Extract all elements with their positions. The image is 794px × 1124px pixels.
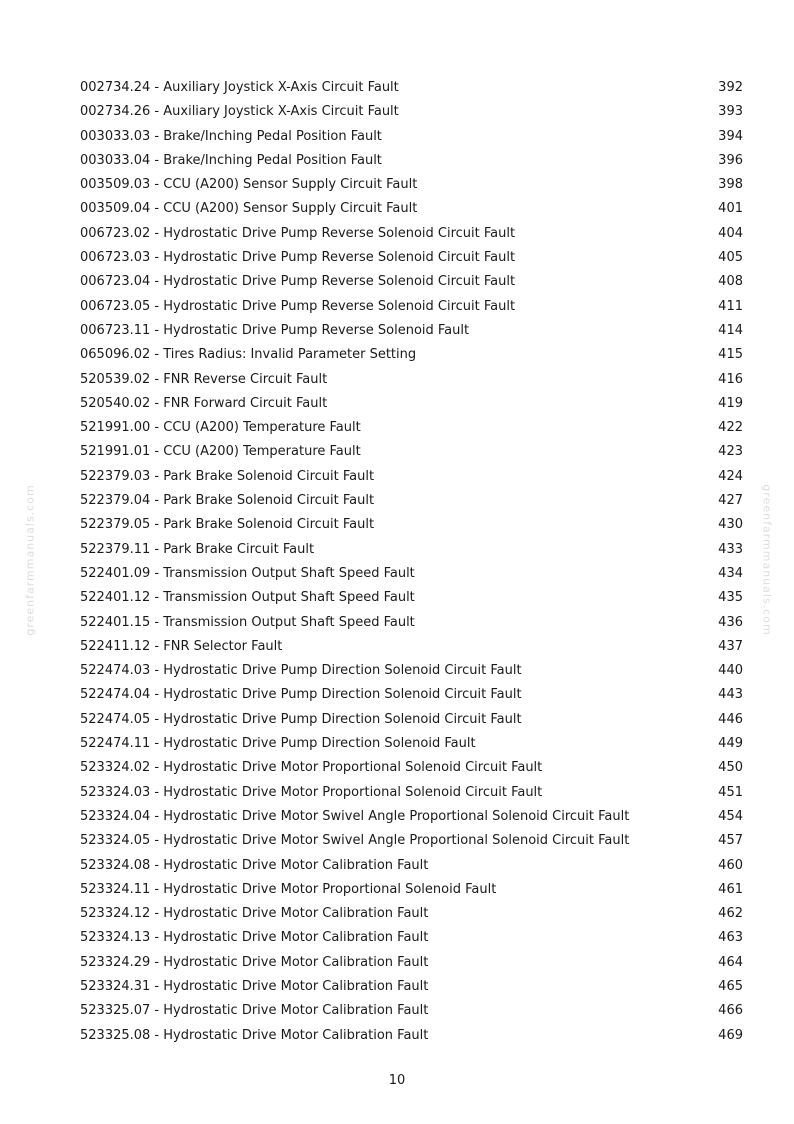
toc-entry-title: 523324.12 - Hydrostatic Drive Motor Calibration Fault bbox=[80, 906, 429, 922]
toc-entry-page: 405 bbox=[718, 250, 743, 266]
toc-entry-page: 462 bbox=[718, 906, 743, 922]
toc-entry[interactable] bbox=[80, 392, 743, 416]
toc-entry[interactable] bbox=[80, 951, 743, 975]
toc-entry-page: 436 bbox=[718, 614, 743, 630]
toc-entry-page: 424 bbox=[718, 468, 743, 484]
toc-entry-page: 461 bbox=[718, 881, 743, 897]
toc-entry-page: 392 bbox=[718, 80, 743, 95]
toc-entry-title: 006723.05 - Hydrostatic Drive Pump Reverse Solenoid Circuit Fault bbox=[80, 298, 516, 314]
toc-entry-page: 427 bbox=[718, 493, 743, 509]
toc-entry-title: 522401.09 - Transmission Output Shaft Speed Fault bbox=[80, 565, 415, 581]
toc-entry-title: 006723.03 - Hydrostatic Drive Pump Reverse Solenoid Circuit Fault bbox=[80, 250, 516, 266]
toc-entry-title: 521991.00 - CCU (A200) Temperature Fault bbox=[80, 420, 361, 436]
toc-entry-title: 523325.08 - Hydrostatic Drive Motor Calibration Fault bbox=[80, 1027, 429, 1043]
toc-entry-title: 003033.04 - Brake/Inching Pedal Position Fault bbox=[80, 152, 382, 168]
toc-entry-page: 430 bbox=[718, 517, 743, 533]
toc-entry-page: 460 bbox=[718, 857, 743, 873]
toc-entry-page: 394 bbox=[718, 128, 743, 144]
toc-entry[interactable] bbox=[80, 465, 743, 489]
toc-entry[interactable] bbox=[80, 149, 743, 173]
toc-entry[interactable] bbox=[80, 368, 743, 392]
toc-entry-page: 464 bbox=[718, 954, 743, 970]
toc-entry-title: 523324.02 - Hydrostatic Drive Motor Proportional Solenoid Circuit Fault bbox=[80, 760, 543, 776]
toc-entry-page: 411 bbox=[718, 298, 743, 314]
toc-entry[interactable] bbox=[80, 416, 743, 440]
toc-entry-title: 522401.15 - Transmission Output Shaft Speed Fault bbox=[80, 614, 415, 630]
toc-entry-title: 006723.04 - Hydrostatic Drive Pump Reverse Solenoid Circuit Fault bbox=[80, 274, 516, 290]
toc-entry-title: 003033.03 - Brake/Inching Pedal Position Fault bbox=[80, 128, 382, 144]
toc-entry-title: 522474.11 - Hydrostatic Drive Pump Direction Solenoid Fault bbox=[80, 736, 476, 752]
watermark-right: greenfarmmanuals.com bbox=[760, 484, 774, 636]
toc-entry-page: 422 bbox=[718, 420, 743, 436]
toc-entry-title: 520540.02 - FNR Forward Circuit Fault bbox=[80, 395, 328, 411]
toc-entry-title: 522379.04 - Park Brake Solenoid Circuit Fault bbox=[80, 493, 375, 509]
toc-entry[interactable] bbox=[80, 926, 743, 950]
toc-entry[interactable] bbox=[80, 708, 743, 732]
toc-entry-page: 437 bbox=[718, 638, 743, 654]
toc-entry[interactable] bbox=[80, 611, 743, 635]
toc-entry[interactable] bbox=[80, 562, 743, 586]
toc-entry-title: 523324.04 - Hydrostatic Drive Motor Swivel Angle Proportional Solenoid Circuit Fault bbox=[80, 808, 630, 824]
toc-entry[interactable] bbox=[80, 319, 743, 343]
toc-entry-title: 065096.02 - Tires Radius: Invalid Parameter Setting bbox=[80, 347, 417, 363]
toc-entry[interactable] bbox=[80, 1024, 743, 1048]
toc-entry[interactable] bbox=[80, 197, 743, 221]
toc-entry-title: 521991.01 - CCU (A200) Temperature Fault bbox=[80, 444, 361, 460]
toc-entry[interactable] bbox=[80, 125, 743, 149]
toc-entry[interactable] bbox=[80, 489, 743, 513]
toc-entry-title: 523324.11 - Hydrostatic Drive Motor Proportional Solenoid Fault bbox=[80, 881, 497, 897]
toc-entry-title: 522379.11 - Park Brake Circuit Fault bbox=[80, 541, 315, 557]
toc-entry-page: 398 bbox=[718, 177, 743, 193]
toc-entry-page: 404 bbox=[718, 225, 743, 241]
toc-entry-page: 457 bbox=[718, 833, 743, 849]
toc-entry[interactable] bbox=[80, 538, 743, 562]
toc-entry[interactable] bbox=[80, 732, 743, 756]
toc-entry-title: 522379.03 - Park Brake Solenoid Circuit Fault bbox=[80, 468, 375, 484]
toc-entry-page: 454 bbox=[718, 808, 743, 824]
toc-entry-page: 415 bbox=[718, 347, 743, 363]
toc-entry-page: 414 bbox=[718, 322, 743, 338]
toc-entry-page: 423 bbox=[718, 444, 743, 460]
toc-entry[interactable] bbox=[80, 246, 743, 270]
toc-entry[interactable] bbox=[80, 659, 743, 683]
toc-entry[interactable] bbox=[80, 683, 743, 707]
toc-entry-page: 416 bbox=[718, 371, 743, 387]
toc-entry-title: 006723.02 - Hydrostatic Drive Pump Reverse Solenoid Circuit Fault bbox=[80, 225, 516, 241]
toc-entry-page: 396 bbox=[718, 152, 743, 168]
toc-entry-page: 469 bbox=[718, 1027, 743, 1043]
toc-entry[interactable] bbox=[80, 76, 743, 100]
table-of-contents bbox=[80, 76, 743, 1048]
toc-entry-page: 419 bbox=[718, 395, 743, 411]
toc-entry-title: 003509.04 - CCU (A200) Sensor Supply Circuit Fault bbox=[80, 201, 418, 217]
toc-entry[interactable] bbox=[80, 878, 743, 902]
toc-entry-page: 451 bbox=[718, 784, 743, 800]
toc-entry-title: 523324.31 - Hydrostatic Drive Motor Calibration Fault bbox=[80, 978, 429, 994]
toc-entry-page: 443 bbox=[718, 687, 743, 703]
toc-entry-page: 401 bbox=[718, 201, 743, 217]
toc-entry[interactable] bbox=[80, 975, 743, 999]
toc-entry-title: 523324.08 - Hydrostatic Drive Motor Calibration Fault bbox=[80, 857, 429, 873]
toc-entry[interactable] bbox=[80, 999, 743, 1023]
toc-entry-page: 408 bbox=[718, 274, 743, 290]
toc-entry-page: 440 bbox=[718, 663, 743, 679]
toc-entry[interactable] bbox=[80, 586, 743, 610]
toc-entry-page: 450 bbox=[718, 760, 743, 776]
toc-entry[interactable] bbox=[80, 343, 743, 367]
toc-entry-page: 465 bbox=[718, 978, 743, 994]
toc-entry-page: 434 bbox=[718, 565, 743, 581]
toc-entry[interactable] bbox=[80, 829, 743, 853]
toc-entry-title: 003509.03 - CCU (A200) Sensor Supply Circuit Fault bbox=[80, 177, 418, 193]
toc-entry[interactable] bbox=[80, 173, 743, 197]
toc-entry[interactable] bbox=[80, 781, 743, 805]
toc-entry-page: 393 bbox=[718, 104, 743, 120]
toc-entry[interactable] bbox=[80, 635, 743, 659]
toc-entry-title: 520539.02 - FNR Reverse Circuit Fault bbox=[80, 371, 328, 387]
toc-entry-page: 463 bbox=[718, 930, 743, 946]
toc-entry[interactable] bbox=[80, 854, 743, 878]
toc-entry-title: 523324.29 - Hydrostatic Drive Motor Calibration Fault bbox=[80, 954, 429, 970]
toc-entry-title: 522379.05 - Park Brake Solenoid Circuit Fault bbox=[80, 517, 375, 533]
toc-entry-page: 449 bbox=[718, 736, 743, 752]
toc-entry[interactable] bbox=[80, 756, 743, 780]
watermark-left: greenfarmmanuals.com bbox=[23, 484, 37, 636]
toc-entry-title: 002734.26 - Auxiliary Joystick X-Axis Circuit Fault bbox=[80, 104, 399, 120]
toc-entry-title: 006723.11 - Hydrostatic Drive Pump Reverse Solenoid Fault bbox=[80, 322, 470, 338]
toc-entry-page: 446 bbox=[718, 711, 743, 727]
toc-entry-page: 435 bbox=[718, 590, 743, 606]
toc-entry-page: 466 bbox=[718, 1003, 743, 1019]
toc-entry-title: 523324.03 - Hydrostatic Drive Motor Proportional Solenoid Circuit Fault bbox=[80, 784, 543, 800]
page-number: 10 bbox=[388, 1073, 406, 1088]
toc-entry-page: 433 bbox=[718, 541, 743, 557]
toc-entry[interactable] bbox=[80, 270, 743, 294]
toc-entry[interactable] bbox=[80, 222, 743, 246]
toc-entry[interactable] bbox=[80, 805, 743, 829]
toc-entry-title: 522474.05 - Hydrostatic Drive Pump Direction Solenoid Circuit Fault bbox=[80, 711, 522, 727]
toc-entry-title: 002734.24 - Auxiliary Joystick X-Axis Circuit Fault bbox=[80, 80, 399, 95]
toc-entry-title: 522474.04 - Hydrostatic Drive Pump Direction Solenoid Circuit Fault bbox=[80, 687, 522, 703]
toc-entry-title: 522474.03 - Hydrostatic Drive Pump Direction Solenoid Circuit Fault bbox=[80, 663, 522, 679]
toc-entry[interactable] bbox=[80, 295, 743, 319]
toc-entry-title: 522401.12 - Transmission Output Shaft Speed Fault bbox=[80, 590, 415, 606]
toc-entry[interactable] bbox=[80, 902, 743, 926]
toc-entry[interactable] bbox=[80, 440, 743, 464]
toc-entry[interactable] bbox=[80, 513, 743, 537]
toc-entry-title: 522411.12 - FNR Selector Fault bbox=[80, 638, 283, 654]
toc-entry-title: 523324.05 - Hydrostatic Drive Motor Swivel Angle Proportional Solenoid Circuit Fault bbox=[80, 833, 630, 849]
toc-entry[interactable] bbox=[80, 100, 743, 124]
toc-entry-title: 523325.07 - Hydrostatic Drive Motor Calibration Fault bbox=[80, 1003, 429, 1019]
toc-entry-title: 523324.13 - Hydrostatic Drive Motor Calibration Fault bbox=[80, 930, 429, 946]
